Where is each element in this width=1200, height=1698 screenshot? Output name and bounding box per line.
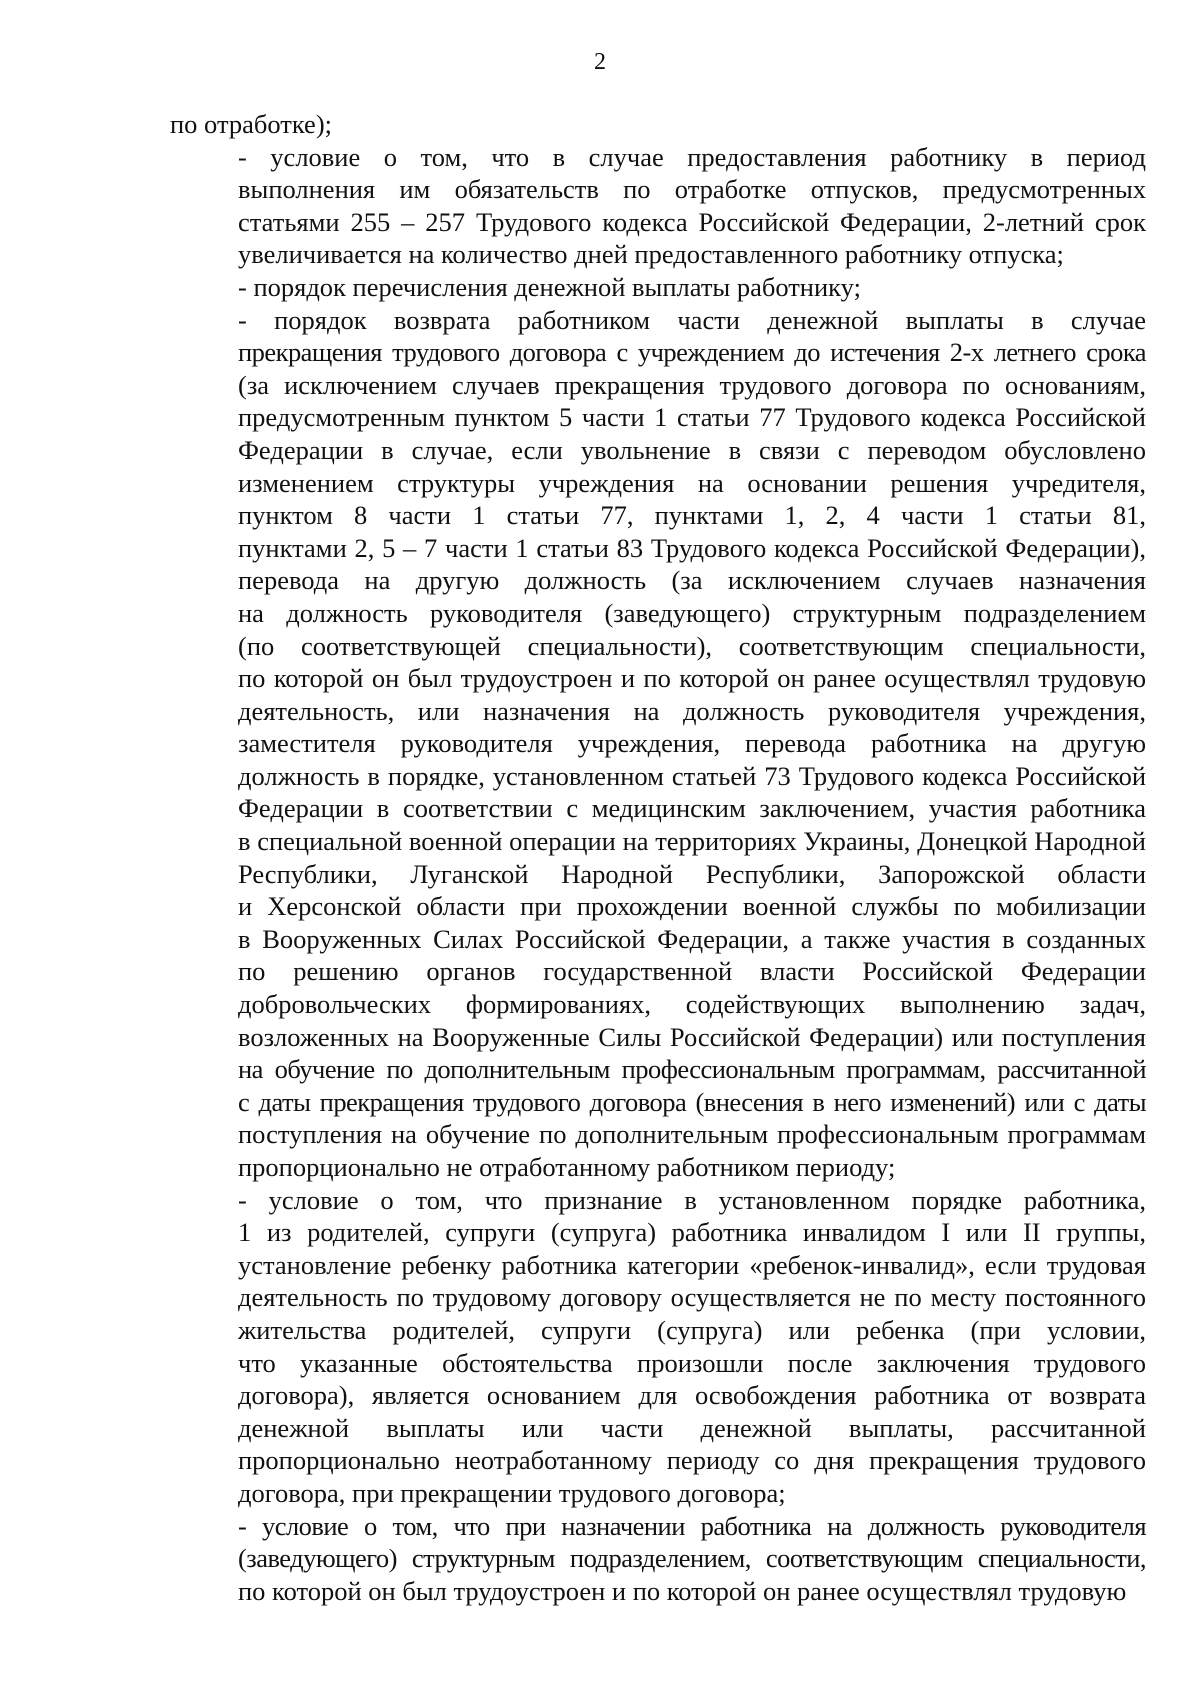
text-line: изменением структуры учреждения на основании решения учредителя,	[238, 467, 1146, 498]
paragraph	[170, 1510, 1146, 1608]
text-line: - условие о том, что при назначении работника на должность руководителя	[238, 1510, 1146, 1541]
text-line: (заведующего) структурным подразделением, соответствующим специальности,	[238, 1543, 1146, 1574]
text-line: пропорционально неотработанному периоду со дня прекращения трудового	[238, 1445, 1146, 1476]
text-line: - условие о том, что в случае предоставления работнику в период	[238, 141, 1146, 172]
text-line: возложенных на Вооруженные Силы Российской Федерации) или поступления	[238, 1021, 1146, 1052]
paragraph	[170, 1184, 1146, 1510]
text-line: предусмотренным пунктом 5 части 1 статьи 77 Трудового кодекса Российской	[238, 402, 1146, 433]
text-line: добровольческих формированиях, содействующих выполнению задач,	[238, 989, 1146, 1020]
text-line: Федерации в случае, если увольнение в связи с переводом обусловлено	[238, 434, 1146, 465]
text-line: - порядок перечисления денежной выплаты работнику;	[238, 271, 861, 302]
text-line: деятельность, или назначения на должность руководителя учреждения,	[238, 695, 1146, 726]
text-line: пунктами 2, 5 – 7 части 1 статьи 83 Трудового кодекса Российской Федерации),	[238, 532, 1146, 563]
text-line: на обучение по дополнительным профессиональным программам, рассчитанной	[238, 1054, 1146, 1085]
document-body	[170, 108, 1146, 1607]
text-line: что указанные обстоятельства произошли после заключения трудового	[238, 1347, 1146, 1378]
text-line: поступления на обучение по дополнительным профессиональным программам	[238, 1119, 1146, 1150]
text-line: с даты прекращения трудового договора (внесения в него изменений) или с даты	[238, 1086, 1146, 1117]
paragraph	[170, 108, 1146, 141]
text-line: и Херсонской области при прохождении военной службы по мобилизации	[238, 891, 1146, 922]
text-line: пропорционально не отработанному работником периоду;	[238, 1152, 896, 1182]
text-line: (по соответствующей специальности), соответствующим специальности,	[238, 630, 1146, 661]
text-line: в Вооруженных Силах Российской Федерации, а также участия в созданных	[238, 923, 1146, 954]
paragraph	[170, 304, 1146, 1184]
paragraph	[170, 141, 1146, 271]
text-line: денежной выплаты или части денежной выплаты, рассчитанной	[238, 1412, 1146, 1443]
text-line: должность в порядке, установленном статьей 73 Трудового кодекса Российской	[238, 760, 1146, 791]
text-line: статьями 255 – 257 Трудового кодекса Российской Федерации, 2-летний срок	[238, 206, 1146, 237]
text-line: договора), является основанием для освобождения работника от возврата	[238, 1380, 1146, 1411]
text-line: пунктом 8 части 1 статьи 77, пунктами 1, 2, 4 части 1 статьи 81,	[238, 500, 1146, 531]
text-line: по решению органов государственной власти Российской Федерации	[238, 956, 1146, 987]
text-line: увеличивается на количество дней предоставленного работнику отпуска;	[238, 239, 1064, 270]
text-line: заместителя руководителя учреждения, перевода работника на другую	[238, 728, 1146, 759]
text-line: 1 из родителей, супруги (супруга) работника инвалидом I или II группы,	[238, 1217, 1146, 1248]
text-line: по которой он был трудоустроен и по которой он ранее осуществлял трудовую	[238, 663, 1146, 694]
text-line: по отработке);	[170, 109, 333, 139]
text-line: установление ребенку работника категории «ребенок-инвалид», если трудовая	[238, 1249, 1146, 1280]
text-line: прекращения трудового договора с учреждением до истечения 2-х летнего срока	[238, 337, 1146, 368]
text-line: договора, при прекращении трудового договора;	[238, 1477, 786, 1508]
text-line: жительства родителей, супруги (супруга) или ребенка (при условии,	[238, 1314, 1146, 1345]
page-number: 2	[594, 49, 606, 75]
text-line: (за исключением случаев прекращения трудового договора по основаниям,	[238, 369, 1146, 400]
text-line: на должность руководителя (заведующего) структурным подразделением	[238, 597, 1146, 628]
text-line: перевода на другую должность (за исключением случаев назначения	[238, 565, 1146, 596]
text-line: выполнения им обязательств по отработке отпусков, предусмотренных	[238, 174, 1146, 205]
text-line: деятельность по трудовому договору осуществляется не по месту постоянного	[238, 1282, 1146, 1313]
text-line: - порядок возврата работником части денежной выплаты в случае	[238, 304, 1146, 335]
text-line: Республики, Луганской Народной Республики, Запорожской области	[238, 858, 1146, 889]
text-line: по которой он был трудоустроен и по которой он ранее осуществлял трудовую	[238, 1575, 1127, 1606]
text-line: - условие о том, что признание в установленном порядке работника,	[238, 1184, 1146, 1215]
paragraph	[170, 271, 1146, 304]
text-line: в специальной военной операции на территориях Украины, Донецкой Народной	[238, 826, 1146, 857]
text-line: Федерации в соответствии с медицинским заключением, участия работника	[238, 793, 1146, 824]
